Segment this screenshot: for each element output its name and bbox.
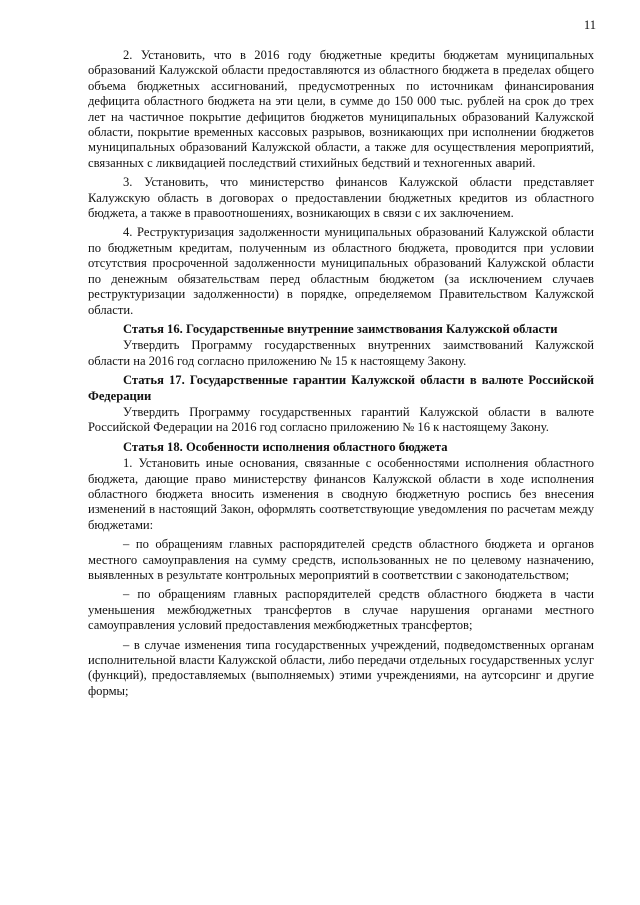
dash-item-1: – по обращениям главных распорядителей средств областного бюджета и органов местного самоуправления на сумму средств, использованных не по целевому назначению, выявленных в результате контрольных мероприятий в соответствии с законодательством; [88, 537, 594, 582]
dash-item-2: – по обращениям главных распорядителей средств областного бюджета в части уменьшения межбюджетных трансфертов в случае нарушения органами местного самоуправления условий предоставления межбюджетных трансфертов; [88, 587, 594, 633]
article-16-text: Утвердить Программу государственных внутренних заимствований Калужской области на 2016 год согласно приложению № 15 к настоящему Закону. [88, 338, 594, 368]
article-17-text: Утвердить Программу государственных гарантий Калужской области в валюте Российской Федерации на 2016 год согласно приложению № 16 к настоящему Закону. [88, 404, 594, 435]
page-number: 11 [583, 18, 596, 32]
paragraph-4: 4. Реструктуризация задолженности муниципальных образований Калужской области по бюджетным кредитам, полученным из областного бюджета, проводится при условии отсутствия просроченной задолженности муниципальных образований Калужской области по денежным обязательствам перед областным бюджетом (за исключением случаев реструктуризации задолженности) в порядке, определяемом Правительством Калужской области. [88, 225, 594, 317]
article-18-paragraph-1: 1. Установить иные основания, связанные с особенностями исполнения областного бюджета, дающие право министерству финансов Калужской области в ходе исполнения областного бюджета вносить изменения в сводную бюджетную роспись без внесения изменений в настоящий Закон, оформлять соответствующие уведомления по расчетам между бюджетами: [88, 456, 594, 532]
article-17-title: Статья 17. Государственные гарантии Калужской области в валюте Российской Федерации [88, 373, 594, 403]
article-18-title: Статья 18. Особенности исполнения областного бюджета [123, 439, 448, 454]
dash-item-3: – в случае изменения типа государственных учреждений, подведомственных органам исполнительной власти Калужской области, либо передачи отдельных государственных услуг (функций), предоставляемых (выполняемых) этими учреждениями, на аутсорсинг и другие формы; [88, 637, 594, 698]
paragraph-3: 3. Установить, что министерство финансов Калужской области представляет Калужскую область в договорах о предоставлении бюджетных кредитов из областного бюджета, а также в правоотношениях, возникающих в связи с их заключением. [88, 175, 594, 221]
paragraph-2: 2. Установить, что в 2016 году бюджетные кредиты бюджетам муниципальных образований Калужской области предоставляются из областного бюджета в пределах общего объема бюджетных ассигнований, предусмотренных по источникам финансирования дефицита областного бюджета на эти цели, в сумме до 150 000 тыс. рублей на срок до трех лет на частичное покрытие дефицитов бюджетов муниципальных образований Калужской области, покрытие временных кассовых разрывов, возникающих при исполнении бюджетов муниципальных образований Калужской области, а также для осуществления мероприятий, связанных с ликвидацией последствий стихийных бедствий и техногенных аварий. [88, 48, 594, 170]
page-content [88, 48, 594, 703]
article-16-title: Статья 16. Государственные внутренние заимствования Калужской области [123, 321, 558, 336]
